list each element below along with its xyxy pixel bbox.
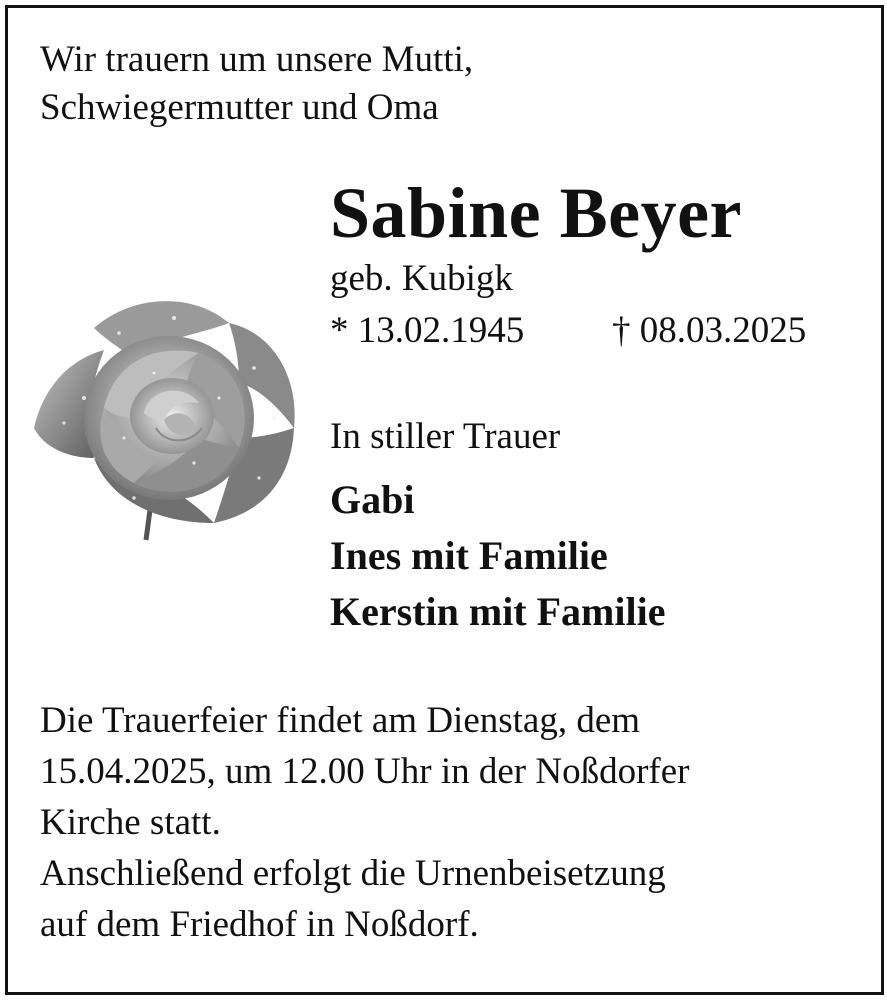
maiden-name: geb. Kubigk bbox=[330, 258, 513, 299]
death-date: † 08.03.2025 bbox=[612, 310, 807, 351]
mourning-label: In stiller Trauer bbox=[330, 416, 561, 457]
mourner-name: Gabi bbox=[330, 477, 415, 522]
ceremony-line: Kirche statt. bbox=[40, 802, 221, 843]
mourners-list bbox=[330, 472, 665, 640]
mourner-name: Kerstin mit Familie bbox=[330, 589, 666, 634]
mourner-name: Ines mit Familie bbox=[330, 533, 608, 578]
rose-icon bbox=[24, 288, 304, 548]
ceremony-line: auf dem Friedhof in Noßdorf. bbox=[40, 904, 479, 945]
deceased-name: Sabine Beyer bbox=[330, 173, 742, 253]
intro-text bbox=[40, 36, 473, 132]
ceremony-text bbox=[40, 695, 689, 950]
intro-line-1: Wir trauern um unsere Mutti, bbox=[40, 39, 474, 80]
intro-line-2: Schwiegermutter und Oma bbox=[40, 87, 439, 128]
birth-date: * 13.02.1945 bbox=[330, 310, 525, 351]
ceremony-line: 15.04.2025, um 12.00 Uhr in der Noßdorfer bbox=[40, 751, 690, 792]
ceremony-line: Anschließend erfolgt die Urnenbeisetzung bbox=[40, 853, 666, 894]
ceremony-line: Die Trauerfeier findet am Dienstag, dem bbox=[40, 700, 641, 741]
